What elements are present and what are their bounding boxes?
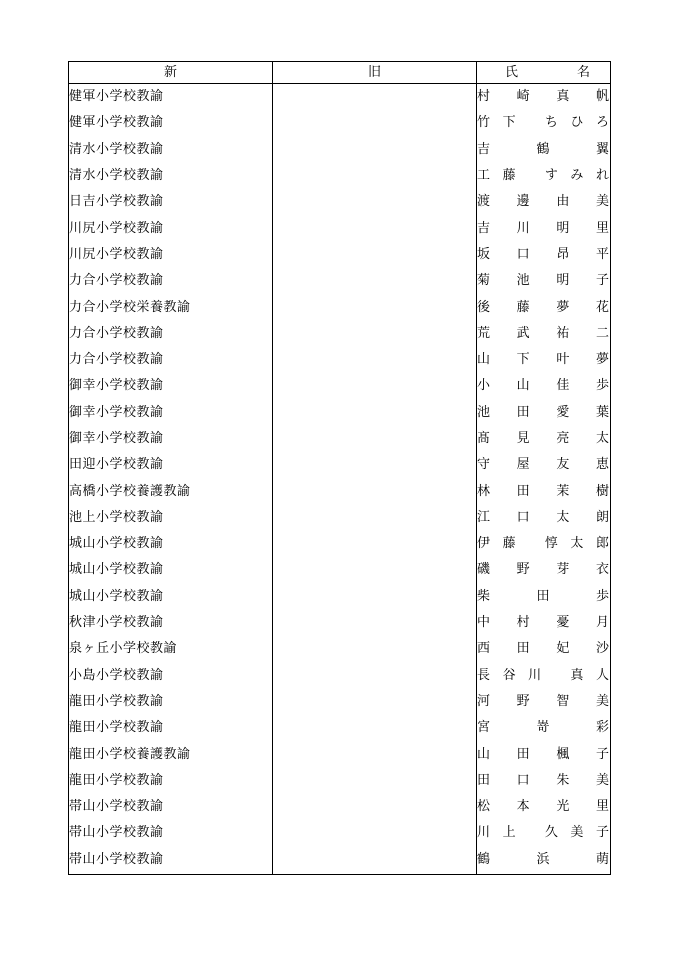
table-row [69, 557, 611, 583]
person-name: 長谷川 真人 [477, 667, 610, 683]
old-position-cell [273, 189, 477, 215]
person-name-cell [477, 663, 611, 689]
new-position-cell: 帯山小学校教諭 [69, 847, 273, 875]
new-position-cell: 帯山小学校教諭 [69, 820, 273, 846]
old-position-cell [273, 84, 477, 111]
new-position-cell: 城山小学校教諭 [69, 531, 273, 557]
old-position-cell [273, 768, 477, 794]
new-position-cell: 池上小学校教諭 [69, 505, 273, 531]
new-position-cell: 御幸小学校教諭 [69, 373, 273, 399]
person-name: 鶴 浜 萌 [477, 852, 610, 868]
table-row [69, 610, 611, 636]
table-row [69, 268, 611, 294]
new-position-cell: 力合小学校教諭 [69, 321, 273, 347]
header-old: 旧 [273, 62, 477, 84]
table-row [69, 110, 611, 136]
new-position-cell: 城山小学校教諭 [69, 557, 273, 583]
old-position-cell [273, 610, 477, 636]
new-position-cell: 川尻小学校教諭 [69, 215, 273, 241]
person-name: 柴 田 歩 [477, 588, 610, 604]
person-name: 竹下 ちひろ [477, 115, 610, 131]
person-name-cell [477, 531, 611, 557]
new-position-cell: 龍田小学校教諭 [69, 768, 273, 794]
person-name: 守 屋 友 恵 [477, 457, 610, 473]
table-row [69, 847, 611, 875]
new-position-cell: 御幸小学校教諭 [69, 426, 273, 452]
table-row [69, 189, 611, 215]
old-position-cell [273, 163, 477, 189]
person-name-cell [477, 268, 611, 294]
person-name: 宮 嵜 彩 [477, 720, 610, 736]
person-name-cell [477, 505, 611, 531]
person-name-cell [477, 84, 611, 111]
person-name-cell [477, 715, 611, 741]
new-position-cell: 龍田小学校教諭 [69, 715, 273, 741]
person-name-cell [477, 741, 611, 767]
old-position-cell [273, 426, 477, 452]
table-row [69, 84, 611, 111]
person-name: 田 口 朱 美 [477, 772, 610, 788]
person-name: 菊 池 明 子 [477, 273, 610, 289]
person-name-cell [477, 768, 611, 794]
new-position-cell: 秋津小学校教諭 [69, 610, 273, 636]
old-position-cell [273, 636, 477, 662]
person-name: 西 田 妃 沙 [477, 641, 610, 657]
table-row [69, 689, 611, 715]
person-name-cell [477, 215, 611, 241]
personnel-table [68, 61, 611, 875]
new-position-cell: 田迎小学校教諭 [69, 452, 273, 478]
table-row [69, 741, 611, 767]
new-position-cell: 龍田小学校教諭 [69, 689, 273, 715]
header-name-right: 名 [576, 64, 590, 80]
old-position-cell [273, 794, 477, 820]
person-name: 髙 見 亮 太 [477, 431, 610, 446]
old-position-cell [273, 847, 477, 875]
old-position-cell [273, 321, 477, 347]
new-position-cell: 健軍小学校教諭 [69, 84, 273, 111]
table-row [69, 137, 611, 163]
old-position-cell [273, 715, 477, 741]
person-name-cell [477, 137, 611, 163]
old-position-cell [273, 452, 477, 478]
header-new: 新 [69, 62, 273, 84]
new-position-cell: 清水小学校教諭 [69, 163, 273, 189]
person-name-cell [477, 820, 611, 846]
person-name-cell [477, 557, 611, 583]
person-name: 吉 川 明 里 [477, 220, 610, 236]
person-name-cell [477, 636, 611, 662]
person-name-cell [477, 347, 611, 373]
table-row [69, 715, 611, 741]
new-position-cell: 力合小学校教諭 [69, 347, 273, 373]
table-row [69, 478, 611, 504]
person-name-cell [477, 189, 611, 215]
new-position-cell: 泉ヶ丘小学校教諭 [69, 636, 273, 662]
person-name-cell [477, 163, 611, 189]
table-body [69, 84, 611, 875]
new-position-cell: 高橋小学校養護教諭 [69, 478, 273, 504]
person-name: 伊藤 惇太郎 [477, 536, 610, 552]
person-name-cell [477, 794, 611, 820]
old-position-cell [273, 347, 477, 373]
person-name: 後 藤 夢 花 [477, 299, 610, 315]
person-name: 渡 邊 由 美 [477, 194, 610, 210]
old-position-cell [273, 400, 477, 426]
new-position-cell: 川尻小学校教諭 [69, 242, 273, 268]
table-row [69, 663, 611, 689]
person-name-cell [477, 847, 611, 875]
table-row [69, 505, 611, 531]
person-name-cell [477, 242, 611, 268]
table-row [69, 531, 611, 557]
table-row [69, 452, 611, 478]
person-name-cell [477, 400, 611, 426]
table-row [69, 242, 611, 268]
table-row [69, 294, 611, 320]
old-position-cell [273, 373, 477, 399]
header-name-left: 氏 [505, 64, 519, 80]
old-position-cell [273, 294, 477, 320]
person-name: 村 崎 真 帆 [477, 89, 610, 105]
person-name: 山 田 楓 子 [477, 746, 610, 762]
table-row [69, 426, 611, 452]
old-position-cell [273, 663, 477, 689]
old-position-cell [273, 110, 477, 136]
new-position-cell: 御幸小学校教諭 [69, 400, 273, 426]
old-position-cell [273, 268, 477, 294]
old-position-cell [273, 531, 477, 557]
old-position-cell [273, 215, 477, 241]
table-row [69, 584, 611, 610]
new-position-cell: 帯山小学校教諭 [69, 794, 273, 820]
person-name: 池 田 愛 葉 [477, 404, 610, 420]
table-row [69, 373, 611, 399]
table-row [69, 794, 611, 820]
person-name-cell [477, 452, 611, 478]
old-position-cell [273, 505, 477, 531]
person-name: 松 本 光 里 [477, 799, 610, 815]
old-position-cell [273, 584, 477, 610]
person-name: 山 下 叶 夢 [477, 352, 610, 368]
person-name: 林 田 茉 樹 [477, 483, 610, 499]
person-name-cell [477, 689, 611, 715]
person-name-cell [477, 321, 611, 347]
new-position-cell: 力合小学校教諭 [69, 268, 273, 294]
person-name-cell [477, 584, 611, 610]
new-position-cell: 龍田小学校養護教諭 [69, 741, 273, 767]
person-name-cell [477, 110, 611, 136]
table-row [69, 321, 611, 347]
person-name: 小 山 佳 歩 [477, 378, 610, 394]
person-name: 河 野 智 美 [477, 693, 610, 709]
table-row [69, 820, 611, 846]
person-name-cell [477, 426, 611, 452]
new-position-cell: 小島小学校教諭 [69, 663, 273, 689]
person-name-cell [477, 373, 611, 399]
table-row [69, 163, 611, 189]
old-position-cell [273, 820, 477, 846]
person-name: 荒 武 祐 二 [477, 325, 610, 341]
old-position-cell [273, 242, 477, 268]
person-name-cell [477, 478, 611, 504]
header-row [69, 62, 611, 84]
person-name: 川上 久美子 [477, 825, 610, 841]
person-name: 工藤 すみれ [477, 168, 610, 184]
header-name [477, 62, 611, 84]
new-position-cell: 日吉小学校教諭 [69, 189, 273, 215]
person-name: 坂 口 昂 平 [477, 246, 610, 262]
old-position-cell [273, 137, 477, 163]
new-position-cell: 城山小学校教諭 [69, 584, 273, 610]
person-name: 磯 野 芽 衣 [477, 562, 610, 578]
person-name-cell [477, 294, 611, 320]
old-position-cell [273, 741, 477, 767]
table-row [69, 636, 611, 662]
table-row [69, 347, 611, 373]
old-position-cell [273, 689, 477, 715]
new-position-cell: 健軍小学校教諭 [69, 110, 273, 136]
table-row [69, 768, 611, 794]
new-position-cell: 清水小学校教諭 [69, 137, 273, 163]
table-row [69, 215, 611, 241]
new-position-cell: 力合小学校栄養教諭 [69, 294, 273, 320]
person-name: 中 村 憂 月 [477, 615, 610, 631]
person-name: 吉 鶴 翼 [477, 141, 610, 157]
old-position-cell [273, 478, 477, 504]
person-name-cell [477, 610, 611, 636]
old-position-cell [273, 557, 477, 583]
table-row [69, 400, 611, 426]
person-name: 江 口 太 朗 [477, 509, 610, 525]
